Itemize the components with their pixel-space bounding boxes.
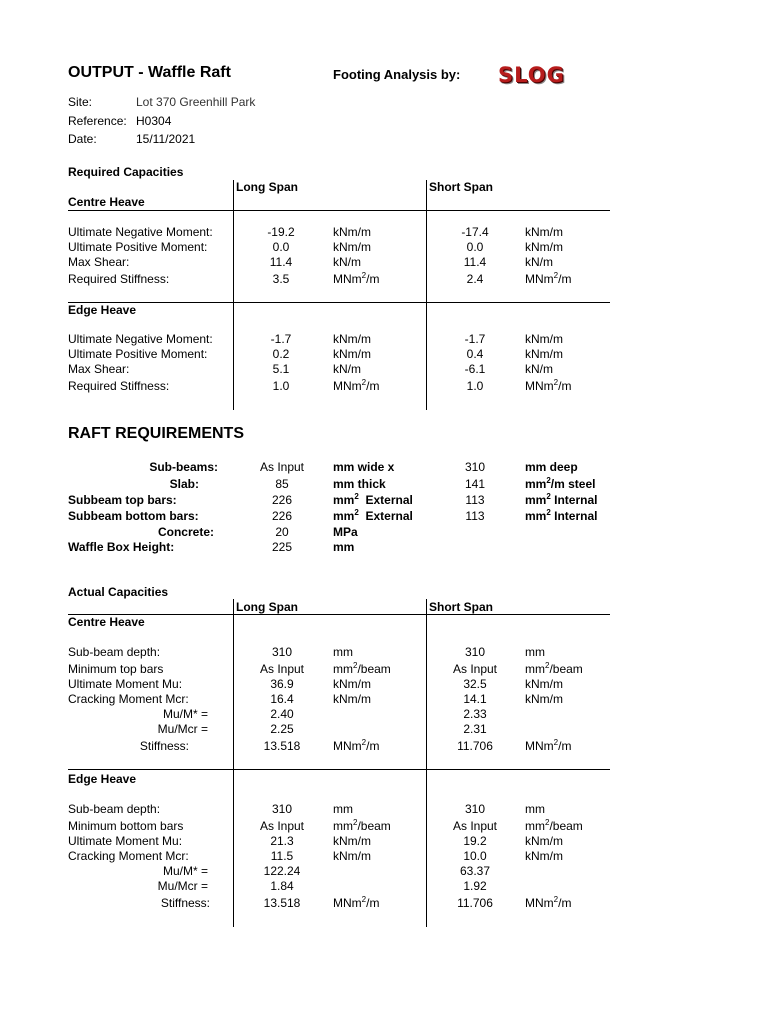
act-edge-label: Minimum bottom bars	[68, 819, 184, 833]
act-edge-long-unit: kNm/m	[333, 849, 371, 863]
req-edge-short-unit: kNm/m	[525, 332, 563, 346]
act-edge-long-value: 11.5	[270, 849, 294, 863]
analysis-by-label: Footing Analysis by:	[333, 67, 461, 82]
act-centre-label: Ultimate Moment Mu:	[68, 677, 183, 691]
act-edge-long-unit: $mm^2$/beam	[333, 818, 391, 833]
req-centre-short-unit: kNm/m	[525, 225, 563, 239]
req-edge-short-unit: kN/m	[525, 362, 553, 376]
act-centre-short-unit: $mm^2$/beam	[525, 661, 583, 676]
raft-label: Waffle Box Height:	[68, 540, 175, 554]
req-edge-label: Max Shear:	[68, 362, 130, 376]
act-centre-short-value: 14.1	[463, 692, 487, 706]
act-edge-short-unit: mm	[525, 802, 545, 816]
act-centre-label: Mu/M* =	[162, 707, 208, 721]
req-centre-short-value: -17.4	[461, 225, 489, 239]
req-edge-long-unit: MNm$^2$/m	[333, 378, 380, 393]
act-edge-short-value: 19.2	[463, 834, 487, 848]
req-centre-long-unit: kNm/m	[333, 240, 371, 254]
raft-unit-1: mm wide x	[333, 460, 395, 474]
act-centre-label: Mu/Mcr =	[157, 722, 208, 736]
act-centre-short-unit: kNm/m	[525, 692, 563, 706]
act-edge-short-value: 10.0	[463, 849, 487, 863]
act-centre-short-value: As Input	[452, 662, 498, 676]
act-edge-short-unit: kNm/m	[525, 849, 563, 863]
act-edge-short-unit: $mm^2$/beam	[525, 818, 583, 833]
required-long-span-header: Long Span	[236, 180, 298, 194]
act-centre-long-value: 2.25	[270, 722, 294, 736]
actual-edge-heave-heading: Edge Heave	[68, 772, 137, 786]
act-edge-label: Ultimate Moment Mu:	[68, 834, 183, 848]
actual-centre-heave-heading: Centre Heave	[68, 615, 145, 629]
req-centre-short-value: 0.0	[466, 240, 484, 254]
act-edge-long-unit: MNm$^2$/m	[333, 895, 380, 910]
date-label: Date:	[68, 132, 97, 146]
act-centre-long-value: 16.4	[270, 692, 294, 706]
required-edge-heave-heading: Edge Heave	[68, 303, 137, 317]
req-edge-short-unit: kNm/m	[525, 347, 563, 361]
act-centre-long-value: 310	[271, 645, 293, 659]
raft-value-1: 226	[271, 493, 293, 507]
act-edge-long-value: 21.3	[270, 834, 294, 848]
act-edge-short-value: 63.37	[459, 864, 491, 878]
required-centre-heave-heading: Centre Heave	[68, 195, 145, 209]
act-centre-short-unit: kNm/m	[525, 677, 563, 691]
req-centre-label: Max Shear:	[68, 255, 130, 269]
req-centre-long-unit: kN/m	[333, 255, 361, 269]
actual-centre-divider	[68, 614, 610, 615]
act-edge-label: Mu/M* =	[162, 864, 208, 878]
site-value: Lot 370 Greenhill Park	[136, 95, 256, 109]
act-centre-long-unit: $mm^2$/beam	[333, 661, 391, 676]
req-edge-short-value: 1.0	[466, 379, 484, 393]
act-centre-label: Stiffness:	[139, 739, 189, 753]
raft-label: Subbeam bottom bars:	[68, 509, 199, 523]
raft-value-2: 310	[464, 460, 486, 474]
req-centre-label: Ultimate Positive Moment:	[68, 240, 208, 254]
raft-value-2: 113	[465, 493, 485, 507]
req-centre-short-unit: kN/m	[525, 255, 553, 269]
req-centre-short-value: 11.4	[463, 255, 487, 269]
raft-unit-2: $mm^2$ Internal	[525, 492, 598, 507]
slog-logo: SLOG	[498, 63, 565, 87]
raft-value-2: 141	[464, 477, 486, 491]
date-value: 15/11/2021	[136, 132, 196, 146]
reference-label: Reference:	[68, 114, 127, 128]
act-edge-short-unit: kNm/m	[525, 834, 563, 848]
act-edge-short-unit: MNm$^2$/m	[525, 895, 572, 910]
act-centre-label: Sub-beam depth:	[68, 645, 161, 659]
act-edge-long-value: 13.518	[263, 896, 301, 910]
raft-unit-1: $mm^2$ External	[333, 508, 413, 523]
act-centre-long-value: 2.40	[270, 707, 294, 721]
req-edge-short-value: -6.1	[464, 362, 486, 376]
raft-unit-2: mm deep	[525, 460, 578, 474]
req-edge-long-value: 0.2	[272, 347, 290, 361]
req-edge-short-value: -1.7	[464, 332, 486, 346]
required-short-span-header: Short Span	[429, 180, 494, 194]
required-edge-divider	[68, 302, 610, 303]
raft-requirements-heading: RAFT REQUIREMENTS	[68, 425, 244, 442]
req-edge-long-value: 1.0	[272, 379, 290, 393]
act-centre-long-unit: kNm/m	[333, 692, 371, 706]
page-title: OUTPUT - Waffle Raft	[68, 64, 231, 81]
act-centre-long-value: 36.9	[270, 677, 294, 691]
req-edge-short-unit: MNm$^2$/m	[525, 378, 572, 393]
act-edge-label: Mu/Mcr =	[157, 879, 208, 893]
req-centre-label: Ultimate Negative Moment:	[68, 225, 213, 239]
act-centre-long-unit: MNm$^2$/m	[333, 738, 380, 753]
act-centre-long-value: As Input	[259, 662, 305, 676]
act-centre-short-value: 310	[464, 645, 486, 659]
required-long-divider	[233, 180, 234, 410]
raft-value-2: 113	[465, 509, 485, 523]
act-centre-label: Cracking Moment Mcr:	[68, 692, 189, 706]
act-edge-label: Stiffness:	[160, 896, 210, 910]
raft-unit-1: $mm^2$ External	[333, 492, 413, 507]
required-capacities-heading: Required Capacities	[68, 165, 184, 179]
act-centre-long-value: 13.518	[263, 739, 301, 753]
act-edge-long-value: 1.84	[270, 879, 294, 893]
act-edge-long-value: 122.24	[263, 864, 301, 878]
act-centre-short-unit: MNm$^2$/m	[525, 738, 572, 753]
actual-capacities-heading: Actual Capacities	[68, 585, 169, 599]
req-centre-short-unit: MNm$^2$/m	[525, 271, 572, 286]
req-centre-long-value: 11.4	[269, 255, 293, 269]
req-edge-short-value: 0.4	[466, 347, 484, 361]
req-edge-label: Ultimate Positive Moment:	[68, 347, 208, 361]
raft-unit-1: MPa	[333, 525, 358, 539]
req-centre-short-unit: kNm/m	[525, 240, 563, 254]
req-centre-label: Required Stiffness:	[68, 272, 170, 286]
act-centre-short-unit: mm	[525, 645, 545, 659]
act-centre-short-value: 2.31	[463, 722, 487, 736]
req-centre-long-unit: kNm/m	[333, 225, 371, 239]
raft-unit-2: $mm^2/m$ steel	[525, 476, 596, 491]
act-edge-short-value: 1.92	[463, 879, 487, 893]
actual-short-divider	[426, 599, 427, 927]
req-centre-long-unit: MNm$^2$/m	[333, 271, 380, 286]
raft-label: Slab:	[169, 477, 199, 491]
raft-unit-1: mm thick	[333, 477, 386, 491]
req-edge-long-unit: kNm/m	[333, 347, 371, 361]
required-centre-divider	[68, 210, 610, 211]
req-edge-label: Required Stiffness:	[68, 379, 170, 393]
raft-value-1: 225	[271, 540, 293, 554]
act-centre-short-value: 32.5	[463, 677, 487, 691]
raft-label: Concrete:	[157, 525, 214, 539]
raft-label: Subbeam top bars:	[68, 493, 177, 507]
actual-edge-divider	[68, 769, 610, 770]
act-edge-long-unit: kNm/m	[333, 834, 371, 848]
act-edge-label: Sub-beam depth:	[68, 802, 161, 816]
req-edge-label: Ultimate Negative Moment:	[68, 332, 213, 346]
raft-value-1: 226	[271, 509, 293, 523]
req-centre-long-value: 0.0	[272, 240, 290, 254]
site-label: Site:	[68, 95, 93, 109]
act-centre-long-unit: mm	[333, 645, 353, 659]
req-centre-short-value: 2.4	[466, 272, 484, 286]
raft-value-1: 20	[275, 525, 289, 539]
act-edge-long-unit: mm	[333, 802, 353, 816]
raft-label: Sub-beams:	[149, 460, 218, 474]
req-centre-long-value: 3.5	[272, 272, 290, 286]
required-short-divider	[426, 180, 427, 410]
act-edge-short-value: As Input	[452, 819, 498, 833]
act-centre-label: Minimum top bars	[68, 662, 164, 676]
req-edge-long-value: 5.1	[272, 362, 290, 376]
raft-unit-1: mm	[333, 540, 355, 554]
req-edge-long-unit: kNm/m	[333, 332, 371, 346]
actual-long-divider	[233, 599, 234, 927]
act-edge-long-value: As Input	[259, 819, 305, 833]
actual-long-span-header: Long Span	[236, 600, 298, 614]
req-edge-long-value: -1.7	[270, 332, 292, 346]
req-centre-long-value: -19.2	[267, 225, 295, 239]
act-edge-long-value: 310	[271, 802, 293, 816]
act-edge-label: Cracking Moment Mcr:	[68, 849, 189, 863]
act-centre-long-unit: kNm/m	[333, 677, 371, 691]
act-edge-short-value: 310	[464, 802, 486, 816]
raft-value-1: 85	[275, 477, 289, 491]
act-centre-short-value: 2.33	[463, 707, 487, 721]
reference-value: H0304	[136, 114, 172, 128]
act-edge-short-value: 11.706	[457, 896, 493, 910]
act-centre-short-value: 11.706	[457, 739, 493, 753]
actual-short-span-header: Short Span	[429, 600, 494, 614]
req-edge-long-unit: kN/m	[333, 362, 361, 376]
raft-value-1: As Input	[259, 460, 305, 474]
raft-unit-2: $mm^2$ Internal	[525, 508, 598, 523]
